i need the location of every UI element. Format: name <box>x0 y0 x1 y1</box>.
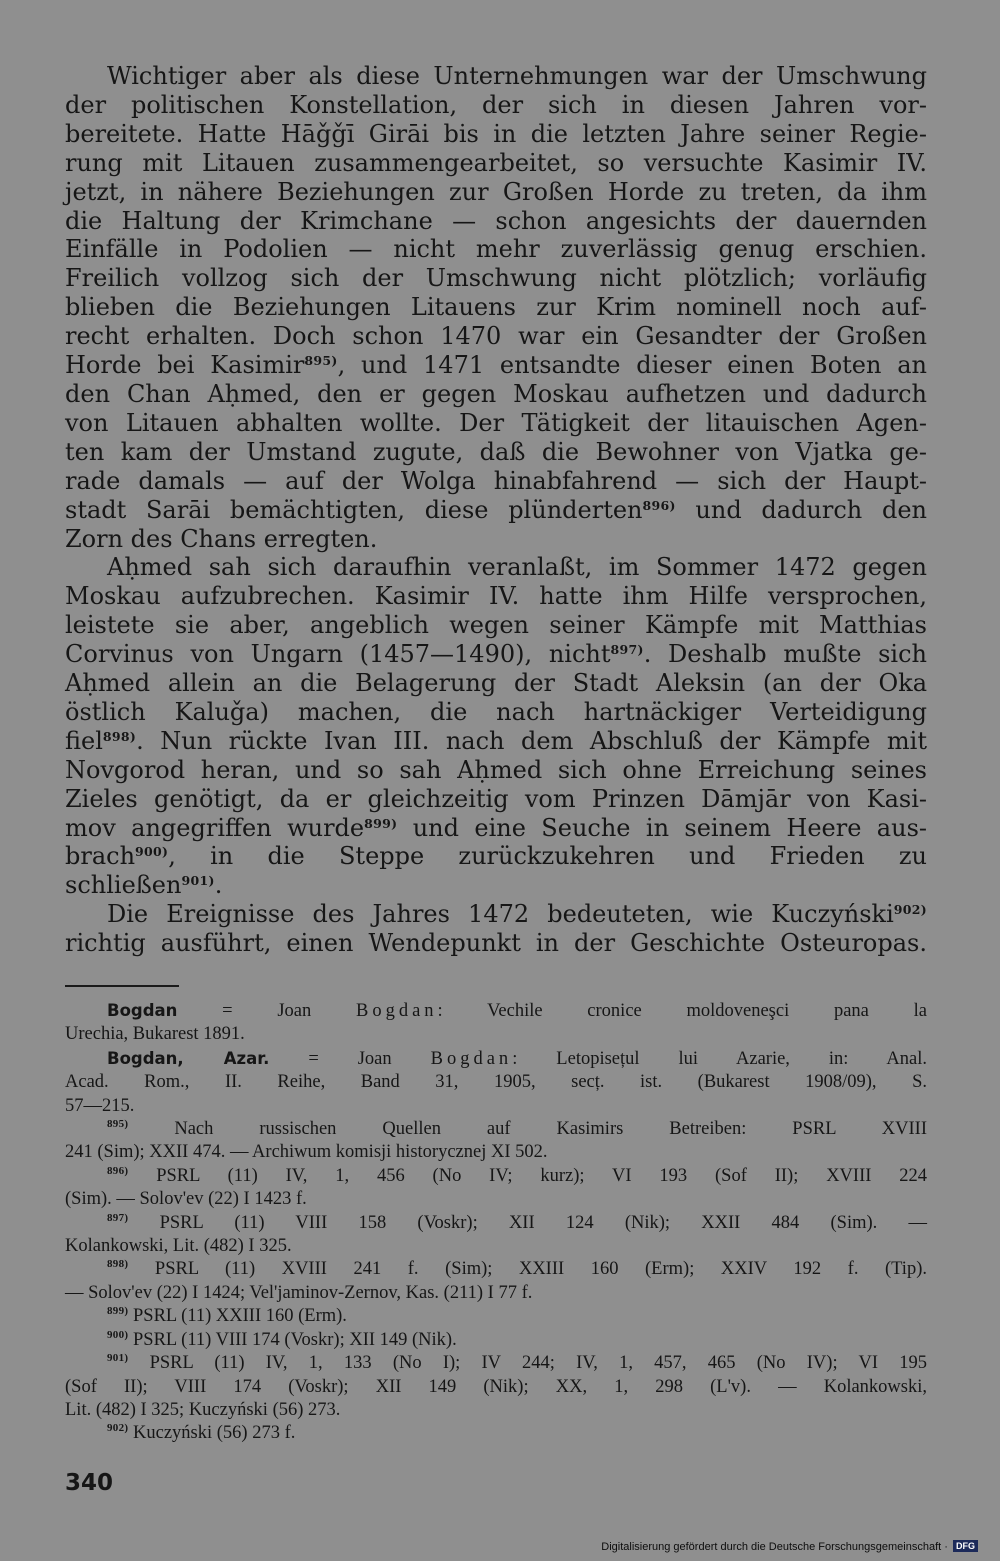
text-line <box>65 1095 927 1118</box>
text-run: blieben die Beziehungen Litauens zur Krim nominell noch auf- <box>65 293 927 322</box>
text-run: mov angegriffen wurde <box>65 813 365 842</box>
text-line <box>65 235 927 264</box>
text-run: PSRL (11) XXIII 160 (Erm). <box>128 1306 347 1327</box>
text-run: der politischen Konstellation, der sich in diesen Jahren vor- <box>65 90 927 119</box>
text-run: rade damals — auf der Wolga hinabfahrend — sich der Haupt- <box>65 466 927 495</box>
text-run: , in die Steppe zurückzukehren und Frieden zu <box>168 842 927 871</box>
text-line <box>65 380 927 409</box>
text-run: : Letopisețul lui Azarie, in: Anal. <box>512 1048 927 1069</box>
text-run: (Sof II); VIII 174 (Voskr); XII 149 (Nik); XX, 1, 298 (L'v). — Kolankowski, <box>65 1376 927 1397</box>
footnote <box>65 1258 927 1305</box>
footnote-marker: 899) <box>364 815 398 831</box>
text-line <box>65 727 927 756</box>
footnotes <box>65 999 927 1446</box>
main-text <box>65 62 927 958</box>
text-line <box>65 293 927 322</box>
text-run: fiel <box>65 726 103 755</box>
text-run: jetzt, in nähere Beziehungen zur Großen Horde zu treten, da ihm <box>65 177 927 206</box>
text-line <box>65 1188 927 1211</box>
text-run: Acad. Rom., II. Reihe, Band 31, 1905, secț. ist. (Bukarest 1908/09), S. <box>65 1072 927 1093</box>
text-line <box>65 1422 927 1445</box>
text-line <box>65 62 927 91</box>
text-run: Wichtiger aber als diese Unternehmungen war der Umschwung <box>107 62 927 90</box>
text-line <box>65 1212 927 1235</box>
footnote-marker: 900) <box>107 1328 129 1341</box>
text-run: Urechia, Bukarest 1891. <box>65 1024 245 1045</box>
text-line <box>65 322 927 351</box>
text-line <box>65 871 927 900</box>
text-run: Kolankowski, Lit. (482) I 325. <box>65 1236 292 1257</box>
text-line <box>65 264 927 293</box>
dfg-logo: DFG <box>953 1540 978 1552</box>
text-line <box>65 178 927 207</box>
text-run: brach <box>65 842 136 871</box>
text-line <box>65 669 927 698</box>
text-run: : Vechile cronice moldoveneşci pana la <box>437 1001 927 1021</box>
text-line <box>65 1235 927 1258</box>
text-run: leistete sie aber, angeblich wegen seiner Kämpfe mit Matthias <box>65 611 927 640</box>
text-run: von Litauen abhalten wollte. Der Tätigkeit der litauischen Agen- <box>65 408 927 437</box>
text-run: bereitete. Hatte Hāǧǧī Girāi bis in die letzten Jahre seiner Regie- <box>65 119 927 148</box>
text-run: = Joan <box>177 1001 356 1021</box>
footnote-marker: 902) <box>893 902 927 918</box>
text-run: und eine Seuche in seinem Heere aus- <box>397 813 927 842</box>
text-line <box>65 207 927 236</box>
text-run: . <box>214 871 223 900</box>
text-run: und dadurch den <box>675 495 927 524</box>
paragraph <box>65 553 927 900</box>
text-run: rung mit Litauen zusammengearbeitet, so versuchte Kasimir IV. <box>65 148 927 177</box>
text-line <box>65 698 927 727</box>
text-line <box>65 1258 927 1281</box>
text-line <box>65 640 927 669</box>
paragraph <box>65 900 927 958</box>
footnote <box>65 1118 927 1165</box>
footnote-separator <box>65 985 179 987</box>
text-run: die Haltung der Krimchane — schon angesichts der dauernden <box>65 206 927 235</box>
text-run: Lit. (482) I 325; Kuczyński (56) 273. <box>65 1399 341 1420</box>
text-line <box>65 842 927 871</box>
text-line <box>65 91 927 120</box>
text-run: PSRL (11) IV, 1, 456 (No IV; kurz); VI 193 (Sof II); XVIII 224 <box>128 1165 927 1186</box>
text-line <box>65 1023 927 1046</box>
text-run: den Chan Aḥmed, den er gegen Moskau aufhetzen und dadurch <box>65 379 927 408</box>
text-run: . Deshalb mußte sich <box>643 640 927 669</box>
footnote <box>65 1212 927 1259</box>
footnote <box>65 1422 927 1445</box>
text-run: = Joan <box>269 1048 431 1069</box>
text-line <box>65 525 927 554</box>
text-line <box>65 1399 927 1422</box>
text-line <box>65 409 927 438</box>
text-run: Aḥmed allein an die Belagerung der Stadt Aleksin (an der Oka <box>65 669 927 698</box>
footnote-marker: 895) <box>304 353 338 369</box>
text-line <box>65 438 927 467</box>
text-line <box>65 1376 927 1399</box>
text-run: recht erhalten. Doch schon 1470 war ein Gesandter der Großen <box>65 322 927 351</box>
text-line <box>65 756 927 785</box>
page-number: 340 <box>65 1470 114 1496</box>
text-line <box>65 120 927 149</box>
footnote-marker: 898) <box>107 1258 129 1271</box>
text-run: Horde bei Kasimir <box>65 351 305 380</box>
footnote-marker: 901) <box>181 873 215 889</box>
text-run: 57—215. <box>65 1095 135 1116</box>
text-run: Zieles genötigt, da er gleichzeitig vom Prinzen Dāmjār von Kasi- <box>65 784 927 813</box>
text-run: PSRL (11) VIII 174 (Voskr); XII 149 (Nik). <box>128 1329 457 1350</box>
text-line <box>65 1165 927 1188</box>
spaced-author-name: Bogdan <box>430 1048 513 1069</box>
text-line <box>65 1329 927 1352</box>
text-line <box>65 1282 927 1305</box>
text-line <box>65 1071 927 1094</box>
text-run: Aḥmed sah sich daraufhin veranlaßt, im Sommer 1472 gegen <box>107 553 927 582</box>
text-run: PSRL (11) VIII 158 (Voskr); XII 124 (Nik); XXII 484 (Sim). — <box>128 1212 927 1233</box>
text-run: PSRL (11) IV, 1, 133 (No I); IV 244; IV, 1, 457, 465 (No IV); VI 195 <box>128 1353 927 1374</box>
text-run: Einfälle in Podolien — nicht mehr zuverlässig genug erschien. <box>65 235 927 264</box>
text-run: . Nun rückte Ivan III. nach dem Abschluß der Kämpfe mit <box>136 726 927 755</box>
footnote <box>65 1165 927 1212</box>
text-line <box>65 582 927 611</box>
abbreviation-term: Bogdan, Azar. <box>107 1048 270 1068</box>
abbreviation-term: Bogdan <box>107 1001 178 1020</box>
text-line <box>65 999 927 1023</box>
footnote-marker: 896) <box>107 1164 129 1177</box>
text-run: Kuczyński (56) 273 f. <box>128 1423 296 1444</box>
text-run: Freilich vollzog sich der Umschwung nicht plötzlich; vorläufig <box>65 264 927 293</box>
text-run: (Sim). — Solov'ev (22) I 1423 f. <box>65 1189 307 1210</box>
paragraph <box>65 62 927 553</box>
text-run: östlich Kaluǧa) machen, die nach hartnäckiger Verteidigung <box>65 697 927 726</box>
text-run: — Solov'ev (22) I 1424; Vel'jaminov-Zernov, Kas. (211) I 77 f. <box>65 1282 533 1303</box>
footnote <box>65 1329 927 1352</box>
footnote-marker: 899) <box>107 1305 129 1318</box>
text-run: Die Ereignisse des Jahres 1472 bedeuteten, wie Kuczyński <box>107 900 894 929</box>
text-line <box>65 467 927 496</box>
text-run: stadt Sarāi bemächtigten, diese plünderten <box>65 495 643 524</box>
text-run: Corvinus von Ungarn (1457—1490), nicht <box>65 640 611 669</box>
text-line <box>65 553 927 582</box>
footnote-marker: 897) <box>610 642 644 658</box>
footnote-marker: 895) <box>107 1118 129 1131</box>
footnote <box>65 999 927 1047</box>
footnote-marker: 896) <box>642 497 676 513</box>
footnote-marker: 901) <box>107 1352 129 1365</box>
text-line <box>65 785 927 814</box>
digitization-credit <box>601 1540 978 1553</box>
credit-text: Digitalisierung gefördert durch die Deutsche Forschungsgemeinschaft · <box>601 1541 948 1553</box>
text-line <box>65 1141 927 1164</box>
text-run: Moskau aufzubrechen. Kasimir IV. hatte ihm Hilfe versprochen, <box>65 582 927 611</box>
text-line <box>65 496 927 525</box>
text-line <box>65 611 927 640</box>
text-run: Zorn des Chans erregten. <box>65 524 378 553</box>
text-line <box>65 814 927 843</box>
text-line <box>65 149 927 178</box>
text-run: richtig ausführt, einen Wendepunkt in der Geschichte Osteuropas. <box>65 929 927 958</box>
footnote-marker: 897) <box>107 1211 129 1224</box>
footnote <box>65 1305 927 1328</box>
text-line <box>65 900 927 929</box>
spaced-author-name: Bogdan <box>355 1001 438 1021</box>
footnote <box>65 1047 927 1118</box>
text-line <box>65 1118 927 1141</box>
text-run: , und 1471 entsandte dieser einen Boten an <box>337 351 927 380</box>
footnote <box>65 1352 927 1422</box>
text-run: Nach russischen Quellen auf Kasimirs Betreiben: PSRL XVIII <box>128 1119 927 1140</box>
text-run: Novgorod heran, und so sah Aḥmed sich ohne Erreichung seines <box>65 755 927 784</box>
text-line <box>65 929 927 958</box>
text-line <box>65 1305 927 1328</box>
text-run: schließen <box>65 871 182 900</box>
text-run: ten kam der Umstand zugute, daß die Bewohner von Vjatka ge- <box>65 437 927 466</box>
text-run: 241 (Sim); XXII 474. — Archiwum komisji historycznej XI 502. <box>65 1142 548 1163</box>
text-line <box>65 1352 927 1375</box>
text-line <box>65 351 927 380</box>
footnote-marker: 902) <box>107 1422 129 1435</box>
footnote-marker: 898) <box>102 728 137 744</box>
text-line <box>65 1047 927 1071</box>
text-run: PSRL (11) XVIII 241 f. (Sim); XXIII 160 (Erm); XXIV 192 f. (Tip). <box>128 1259 927 1280</box>
footnote-marker: 900) <box>135 844 169 860</box>
